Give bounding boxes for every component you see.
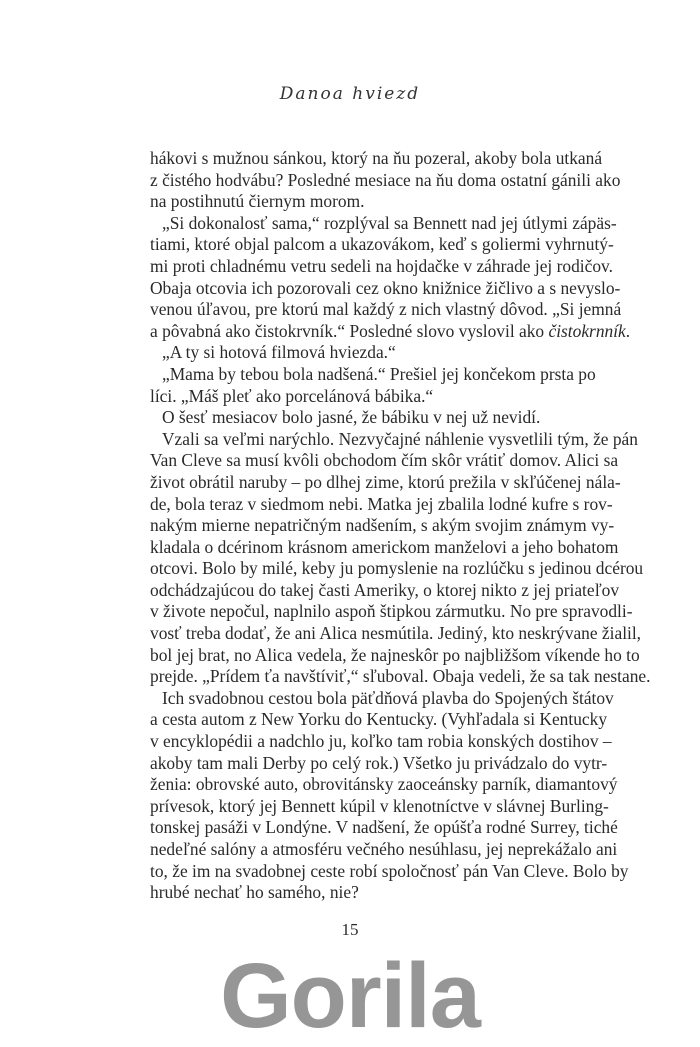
line-text: nedeľné salóny a atmosféru večného nesúhlasu, jej neprekážalo ani (150, 839, 618, 859)
body-text (150, 148, 651, 904)
line-text: líci. „Máš pleť ako porcelánová bábika.“ (150, 385, 434, 406)
text-line (150, 299, 622, 321)
running-header: Danoa hviezd (279, 84, 421, 104)
text-line (150, 191, 576, 213)
text-line (150, 795, 609, 818)
line-text: Obaja otcovia ich pozorovali cez okno knižnice žičlivo a s nevyslo- (150, 277, 621, 298)
line-text: to, že im na svadobnej ceste robí spoločnosť pán Van Cleve. Bolo by (150, 860, 629, 881)
line-text: Ich svadobnou cestou bola päťdňová plavba do Spojených štátov (162, 687, 614, 708)
text-line (150, 515, 615, 537)
text-line (150, 320, 631, 343)
line-text: v živote nepočul, naplnilo aspoň štipkou zármutku. No pre spravodli- (150, 601, 633, 622)
line-text: vosť treba dodať, že ani Alica nesmútila. Jediný, kto neskrývane žialil, (150, 623, 642, 644)
text-line (150, 860, 629, 883)
emphasized-word: čistokrnník (548, 320, 626, 341)
line-text: prívesok, ktorý jej Bennett kúpil v klenotníctve v slávnej Burling- (150, 795, 609, 816)
line-text: a pôvabná ako čistokrvník.“ Posledné slovo vyslovil ako (150, 320, 549, 341)
text-line (150, 428, 638, 451)
line-text: prejde. „Prídem ťa navštíviť,“ sľuboval. Obaja vedeli, že sa tak nestane. (150, 666, 651, 687)
page-number: 15 (341, 920, 359, 939)
text-line (150, 558, 644, 580)
text-line (150, 666, 651, 688)
line-text: hákovi s mužnou sánkou, ktorý na ňu pozeral, akoby bola utkaná (150, 148, 603, 168)
line-text: bol jej brat, no Alica vedela, že najneskôr po najbližšom víkende ho to (150, 644, 640, 665)
line-text: akoby tam mali Derby po celý rok.) Všetko ju privádzalo do vytr- (150, 752, 608, 773)
text-line (150, 407, 576, 429)
line-text: na postihnutú čiernym morom. (150, 191, 365, 212)
text-line (150, 601, 633, 623)
text-line (150, 709, 608, 731)
text-line (150, 623, 642, 645)
text-line (150, 536, 619, 559)
text-line (150, 169, 621, 192)
text-line (150, 255, 613, 278)
text-line (150, 774, 618, 796)
text-line (150, 817, 618, 839)
line-text: O šesť mesiacov bolo jasné, že bábiku v nej už nevidí. (162, 407, 541, 428)
line-text: „Mama by tebou bola nadšená.“ Prešiel jej končekom prsta po (162, 363, 596, 384)
line-text: ženia: obrovské auto, obrovitánsky zaoceánsky parník, diamantový (150, 774, 618, 795)
text-line (150, 450, 619, 472)
line-text: odchádzajúcou do takej časti Ameriky, o ktorej nikto z jej priateľov (150, 579, 620, 600)
text-line (150, 363, 596, 386)
line-text: hrubé nechať ho samého, nie? (150, 882, 359, 903)
text-line (150, 882, 576, 904)
text-line (150, 687, 614, 710)
line-text: nakým mierne nepatričným nadšením, s akým svojim známym vy- (150, 515, 615, 536)
text-line (150, 731, 612, 753)
line-text: Vzali sa veľmi narýchlo. Nezvyčajné náhlenie vysvetlili tým, že pán (162, 428, 638, 449)
text-line (150, 277, 621, 300)
line-text: de, bola teraz v siedmom nebi. Matka jej zbalila lodné kufre s rov- (150, 493, 613, 514)
line-text: venou úľavou, pre ktorú mal každý z nich vlastný dôvod. „Si jemná (150, 299, 622, 320)
text-line (150, 342, 576, 364)
text-line (150, 493, 613, 516)
text-line (150, 644, 640, 667)
text-line (150, 148, 603, 170)
line-text: život obrátil naruby – po dlhej zime, ktorú prežila v skľúčenej nála- (150, 471, 621, 492)
text-line (150, 839, 618, 861)
line-text: tonskej pasáži v Londýne. V nadšení, že opúšťa rodné Surrey, tiché (150, 817, 618, 838)
line-text: „A ty si hotová filmová hviezda.“ (162, 342, 396, 363)
text-line (150, 386, 576, 408)
watermark-logo: Gorila (220, 945, 480, 1047)
line-text: otcovi. Bolo by milé, keby ju pomyslenie na rozlúčku s jedinou dcérou (150, 558, 644, 579)
text-line (150, 579, 620, 602)
text-line (150, 471, 621, 494)
text-line (150, 234, 614, 256)
line-tail: . (625, 320, 631, 341)
text-line (150, 212, 617, 235)
text-line (150, 752, 608, 775)
line-text: mi proti chladnému vetru sedeli na hojdačke v záhrade jej rodičov. (150, 255, 613, 276)
line-text: Van Cleve sa musí kvôli obchodom čím skôr vrátiť domov. Alici sa (150, 450, 619, 471)
line-text: a cesta autom z New Yorku do Kentucky. (Vyhľadala si Kentucky (150, 709, 608, 730)
line-text: kladala o dcérinom krásnom americkom manželovi a jeho bohatom (150, 536, 619, 557)
line-text: z čistého hodvábu? Posledné mesiace na ňu doma ostatní gánili ako (150, 169, 621, 190)
line-text: v encyklopédii a nadchlo ju, koľko tam robia konských dostihov – (150, 731, 612, 752)
line-text: tiami, ktoré objal palcom a ukazovákom, keď s goliermi vyhrnutý- (150, 234, 614, 255)
line-text: „Si dokonalosť sama,“ rozplýval sa Bennett nad jej útlymi zápäs- (162, 212, 617, 233)
